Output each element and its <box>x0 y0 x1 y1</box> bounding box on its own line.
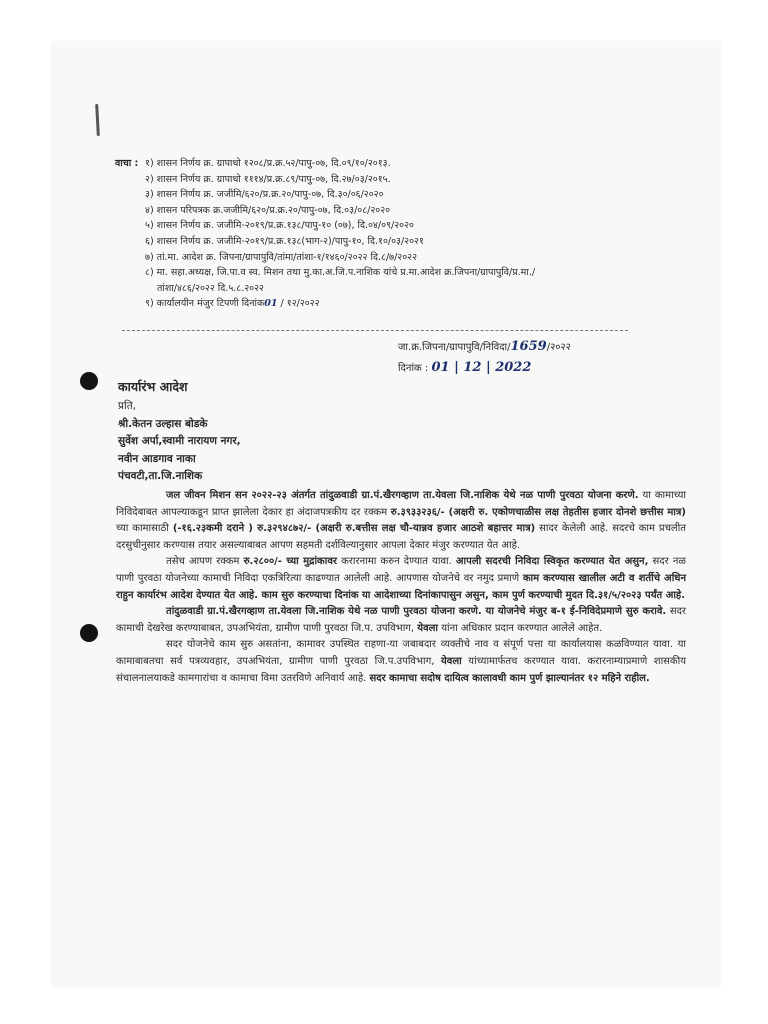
reference-item <box>145 296 675 312</box>
para2-stamp: रु.२८००/- च्या मुद्रांकावर <box>243 556 337 568</box>
reference-9-rest: / १२/२०२२ <box>280 298 320 310</box>
para1-text: सादर केलेली आहे. सदरचे काम प्रचलीत दरसुचीनुसार करण्यास तयार असल्याबाबत आपण सहमती दर्शविल्यानुसार आपला देकार मंजुर करण्यात येत आहे. <box>116 523 686 551</box>
para3-place: येवला <box>417 622 439 634</box>
date-label: दिनांक : <box>398 363 429 374</box>
reference-item: ६) शासन निर्णय क्र. जजीमि-२०१९/प्र.क्र.१३८(भाग-२)/पापु-१०, दि.१०/०३/२०२१ <box>145 235 424 247</box>
paragraph-4 <box>116 637 686 687</box>
address-line: पंचवटी,ता.जि.नाशिक <box>118 470 203 482</box>
para3-text: यांना अधिकार प्रदान करण्यात आलेले आहेत. <box>438 622 603 634</box>
address-line: नवीन आडगाव नाका <box>118 452 196 465</box>
paragraph-3 <box>116 604 686 637</box>
para4-liability: सदर कामाचा सदोष दायित्व कालावधी काम पुर्ण झाल्यानंतर १२ महिने राहील. <box>369 672 650 684</box>
reference-8-line2: तांशा/४८६/२०२२ दि.५.८.२०२२ <box>157 282 265 294</box>
para2-text: तसेच आपण रक्कम <box>166 556 244 568</box>
para2-conditions: काम करण्यास खालील अटी व शर्तीचे अधिन राहुन कार्यारंभ आदेश देण्यात येत आहे. काम सुरु करण्याचा दिनांक या आदेशाच्या दिनांकापासुन असुन, काम पुर्ण करण्याची मुदत दि.३१/५/२०२३ पर्यंत आहे. <box>116 572 686 601</box>
recipient-address <box>118 398 241 486</box>
address-line: सुर्वेश अर्पा,स्वामी नारायण नगर, <box>118 435 241 447</box>
para2-accepted: आपली सदरची निविदा स्विकृत करण्यात येत असुन, <box>455 556 649 568</box>
reference-9-text: ९) कार्यालयीन मंजुर टिपणी दिनांक <box>145 298 265 310</box>
para1-text: या कामाच्या निविदेबाबत आपल्याकडून प्राप्त झालेला देकार हा अंदाजपत्रकीय दर रक्कम <box>116 490 687 518</box>
reference-8-line1: ८) मा. सहा.अध्यक्ष, जि.पा.व स्व. मिशन तथा मु.का.अ.जि.प.नाशिक यांचे प्र.मा.आदेश क्र.जिपना/ग्रापापुवि/प्र.मा./ <box>145 267 536 279</box>
punch-hole-top <box>80 372 98 390</box>
para4-text: यांच्यामार्फतच करण्यात यावा. करारनाम्याप्रमाणे शासकीय संचालनालयाकडे कामगारांचा व कामाचा विमा उतरविणे अनिवार्य आहे. <box>116 655 686 684</box>
reference-item: ३) शासन निर्णय क्र. जजीमि/६२०/प्र.क्र.२०/पापु-०७, दि.३०/०६/२०२० <box>145 189 384 201</box>
address-line: प्रति, <box>118 400 137 412</box>
outward-suffix: /२०२२ <box>546 342 571 353</box>
para1-accepted-amount: (-१६.२३कमी दराने ) रु.३२९४८७२/- (अक्षरी रु.बत्तीस लक्ष चौ-यान्नव हजार आठशे बहात्तर मात्र) <box>172 523 536 535</box>
paragraph-2 <box>116 554 686 604</box>
para1-text: च्या कामासाठी <box>116 523 173 535</box>
handwritten-outward-number: 1659 <box>510 339 547 354</box>
para3-text: सदर कामाची देखरेख करण्याबाबत, उपअभियंता, ग्रामीण पाणी पुरवठा जि.प. उपविभाग, <box>116 606 686 634</box>
paragraph-1 <box>116 488 686 554</box>
handwritten-day: 01 <box>264 298 278 310</box>
order-date <box>398 358 571 379</box>
reference-item: ५) शासन निर्णय क्र. जजीमि-२०१९/प्र.क्र.१३८/पापु-१० (०७), दि.०४/०९/२०२० <box>145 220 414 232</box>
para4-place: येवला <box>440 655 462 667</box>
reference-item: १) शासन निर्णय क्र. ग्रापाधो १२०८/प्र.क्र.५२/पापु-०७, दि.०९/१०/२०१३. <box>145 158 391 169</box>
reference-item: २) शासन निर्णय क्र. ग्रापाधो १११४/प्र.क्र.८९/पापु-०७, दि.२७/०३/२०१५. <box>145 173 391 185</box>
dashed-divider <box>122 330 628 331</box>
reference-item: ४) शासन परिपत्रक क्र.जजीमि/६२०/प्र.क्र.२०/पापु-०७, दि.०३/०८/२०२० <box>145 204 391 216</box>
reference-item <box>145 265 675 296</box>
reference-item: ७) तां.मा. आदेश क्र. जिपना/ग्रापापुवि/तांमा/तांशा-१/१४६०/२०२२ दि.८/७/२०२२ <box>145 251 418 263</box>
handwritten-date: 01 | 12 | 2022 <box>431 360 532 375</box>
para3-bold: तांदुळवाडी ग्रा.पं.खैरगव्हाण ता.येवला जि.नाशिक येथे नळ पाणी पुरवठा योजना करणे. या योजनेचे मंजुर ब-१ ई-निविदेप्रमाणे सुरु करावे. <box>166 606 667 618</box>
address-line: श्री.केतन उल्हास बोडके <box>118 417 208 430</box>
references-block <box>115 156 675 312</box>
para2-text: सदर नळ पाणी पुरवठा योजनेच्या कामाची निविदा एकत्रिरित्या काढण्यात आलेली आहे. आपणास योजनेचे वर नमुद प्रमाणे <box>116 556 686 584</box>
para4-text: सदर योजनेचे काम सुरु असतांना, कामावर उपस्थित राहणा-या जबाबदार व्यक्तीचे नाव व संपूर्ण पत्ता या कार्यालयास कळविण्यात यावा. या कामाबाबतचा सर्व पत्रव्यवहार, उपअभियंता, ग्रामीण पाणी पुरवठा जि.प.उपविभाग, <box>116 639 686 667</box>
reference-list <box>145 156 675 312</box>
outward-number-block <box>398 337 571 379</box>
para1-amount: रु.३९३३२३६/- (अक्षरी रु. एकोणचाळीस लक्ष तेहतीस हजार दोनशे छत्तीस मात्र) <box>390 506 686 518</box>
document-heading: कार्यारंभ आदेश <box>118 379 188 394</box>
order-body <box>116 488 686 687</box>
outward-number <box>398 337 571 358</box>
outward-prefix: जा.क्र.जिपना/ग्रापापुवि/निविदा/ <box>398 342 511 353</box>
para1-bold: जल जीवन मिशन सन २०२२-२३ अंतर्गत तांदुळवाडी ग्रा.पं.खैरगव्हाण ता.येवला जि.नाशिक येथे नळ पाणी पुरवठा योजना करणे. <box>166 490 639 501</box>
references-label: वाचा : <box>115 158 139 169</box>
punch-hole-bottom <box>80 624 98 642</box>
para2-text: करारनामा करुन देण्यात यावा. <box>336 556 456 568</box>
